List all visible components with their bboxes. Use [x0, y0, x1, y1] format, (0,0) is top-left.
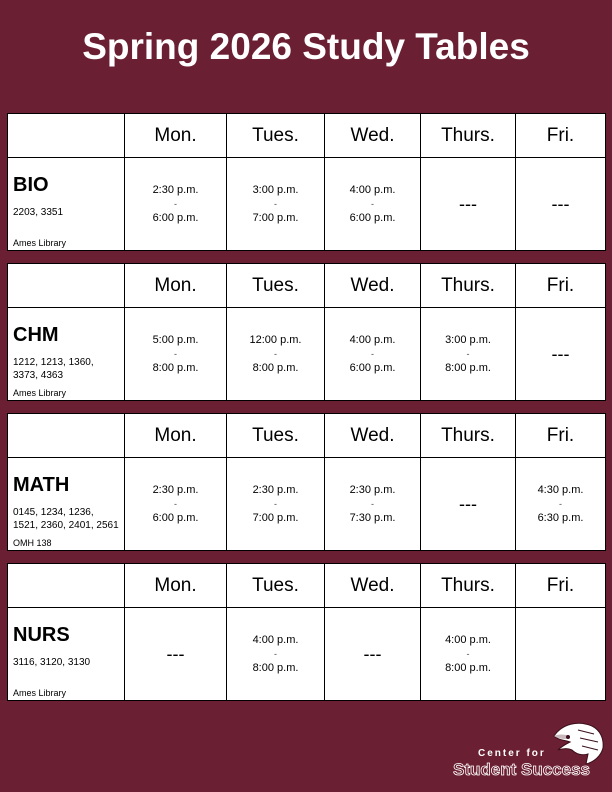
header-row [8, 414, 606, 458]
time-separator: - [466, 649, 470, 659]
start-time: 4:00 p.m. [252, 634, 299, 646]
start-time: 12:00 p.m. [249, 334, 302, 346]
time-slot [227, 308, 325, 401]
location-label: Ames Library [13, 388, 67, 398]
day-header: Wed. [325, 564, 421, 608]
end-time: 7:00 p.m. [252, 212, 299, 224]
day-header: Wed. [325, 114, 421, 158]
end-time: 8:00 p.m. [445, 362, 491, 374]
course-list: 2203, 3351 [13, 207, 64, 218]
time-slot [516, 458, 606, 551]
time-slot [325, 158, 421, 251]
time-slot [227, 158, 325, 251]
time-slot [325, 308, 421, 401]
header-row [8, 264, 606, 308]
hawk-icon [548, 718, 606, 766]
subject-name: MATH [13, 474, 70, 496]
start-time: 2:30 p.m. [349, 484, 396, 496]
end-time: 8:00 p.m. [252, 362, 299, 374]
subject-cell [8, 608, 125, 701]
time-separator: - [371, 199, 374, 209]
schedule-table-chm [7, 263, 606, 401]
day-header: Thurs. [421, 414, 516, 458]
day-header: Thurs. [421, 564, 516, 608]
no-session-cell: --- [516, 308, 606, 401]
day-header: Wed. [325, 414, 421, 458]
end-time: 6:00 p.m. [349, 212, 396, 224]
time-slot [125, 458, 227, 551]
end-time: 8:00 p.m. [152, 362, 199, 374]
end-time: 8:00 p.m. [252, 662, 299, 674]
subject-row [8, 458, 606, 551]
subject-row [8, 308, 606, 401]
no-session-cell: --- [421, 458, 516, 551]
day-header: Fri. [516, 264, 606, 308]
end-time: 6:00 p.m. [152, 212, 199, 224]
location-label: OMH 138 [13, 538, 52, 548]
day-header: Fri. [516, 414, 606, 458]
course-list: 3116, 3120, 3130 [13, 657, 91, 668]
time-separator: - [274, 649, 277, 659]
subject-name: BIO [13, 174, 49, 196]
no-session-cell: --- [421, 158, 516, 251]
day-header: Tues. [227, 264, 325, 308]
schedule-table-bio [7, 113, 606, 251]
day-header: Wed. [325, 264, 421, 308]
no-session-cell: --- [516, 158, 606, 251]
end-time: 7:30 p.m. [349, 512, 396, 524]
time-slot [125, 158, 227, 251]
time-separator: - [559, 499, 562, 509]
header-row [8, 564, 606, 608]
time-slot [421, 308, 516, 401]
end-time: 7:00 p.m. [252, 512, 299, 524]
subject-cell [8, 458, 125, 551]
day-header: Tues. [227, 414, 325, 458]
start-time: 4:00 p.m. [445, 634, 491, 646]
time-separator: - [274, 499, 277, 509]
end-time: 6:30 p.m. [537, 512, 584, 524]
corner-cell [8, 564, 125, 608]
time-separator: - [174, 499, 177, 509]
start-time: 5:00 p.m. [152, 334, 199, 346]
day-header: Mon. [125, 414, 227, 458]
time-slot [125, 308, 227, 401]
subject-cell [8, 158, 125, 251]
subject-name: CHM [13, 324, 59, 346]
start-time: 3:00 p.m. [252, 184, 299, 196]
time-separator: - [371, 499, 374, 509]
start-time: 2:30 p.m. [152, 484, 199, 496]
start-time: 3:00 p.m. [445, 334, 491, 346]
day-header: Fri. [516, 564, 606, 608]
subject-name: NURS [13, 624, 70, 646]
corner-cell [8, 114, 125, 158]
page-title: Spring 2026 Study Tables [82, 26, 530, 67]
day-header: Thurs. [421, 264, 516, 308]
start-time: 4:30 p.m. [537, 484, 584, 496]
course-list: 0145, 1234, 1236, 1521, 2360, 2401, 2561 [13, 507, 119, 531]
start-time: 4:00 p.m. [349, 334, 396, 346]
start-time: 2:30 p.m. [252, 484, 299, 496]
subject-cell [8, 308, 125, 401]
corner-cell [8, 264, 125, 308]
subject-row [8, 158, 606, 251]
corner-cell [8, 414, 125, 458]
day-header: Mon. [125, 564, 227, 608]
location-label: Ames Library [13, 238, 67, 248]
subject-row [8, 608, 606, 701]
day-header: Tues. [227, 114, 325, 158]
location-label: Ames Library [13, 688, 67, 698]
time-separator: - [371, 349, 374, 359]
time-separator: - [274, 349, 277, 359]
time-separator: - [466, 349, 470, 359]
schedule-table-nurs [7, 563, 606, 701]
day-header: Mon. [125, 264, 227, 308]
no-session-cell: --- [325, 608, 421, 701]
time-slot [325, 458, 421, 551]
logo-line1: Center for [478, 748, 546, 759]
day-header: Fri. [516, 114, 606, 158]
time-separator: - [174, 349, 177, 359]
day-header: Thurs. [421, 114, 516, 158]
day-header: Mon. [125, 114, 227, 158]
schedule-table-math [7, 413, 606, 551]
end-time: 8:00 p.m. [445, 662, 491, 674]
start-time: 2:30 p.m. [152, 184, 199, 196]
time-slot [421, 608, 516, 701]
time-separator: - [174, 199, 177, 209]
end-time: 6:00 p.m. [349, 362, 396, 374]
end-time: 6:00 p.m. [152, 512, 199, 524]
logo-line2: Student Success [453, 760, 590, 779]
time-slot [227, 608, 325, 701]
header-row [8, 114, 606, 158]
empty-cell [516, 608, 606, 701]
day-header: Tues. [227, 564, 325, 608]
time-separator: - [274, 199, 277, 209]
start-time: 4:00 p.m. [349, 184, 396, 196]
course-list: 1212, 1213, 1360, 3373, 4363 [13, 357, 94, 381]
center-logo [448, 716, 610, 786]
time-slot [227, 458, 325, 551]
no-session-cell: --- [125, 608, 227, 701]
